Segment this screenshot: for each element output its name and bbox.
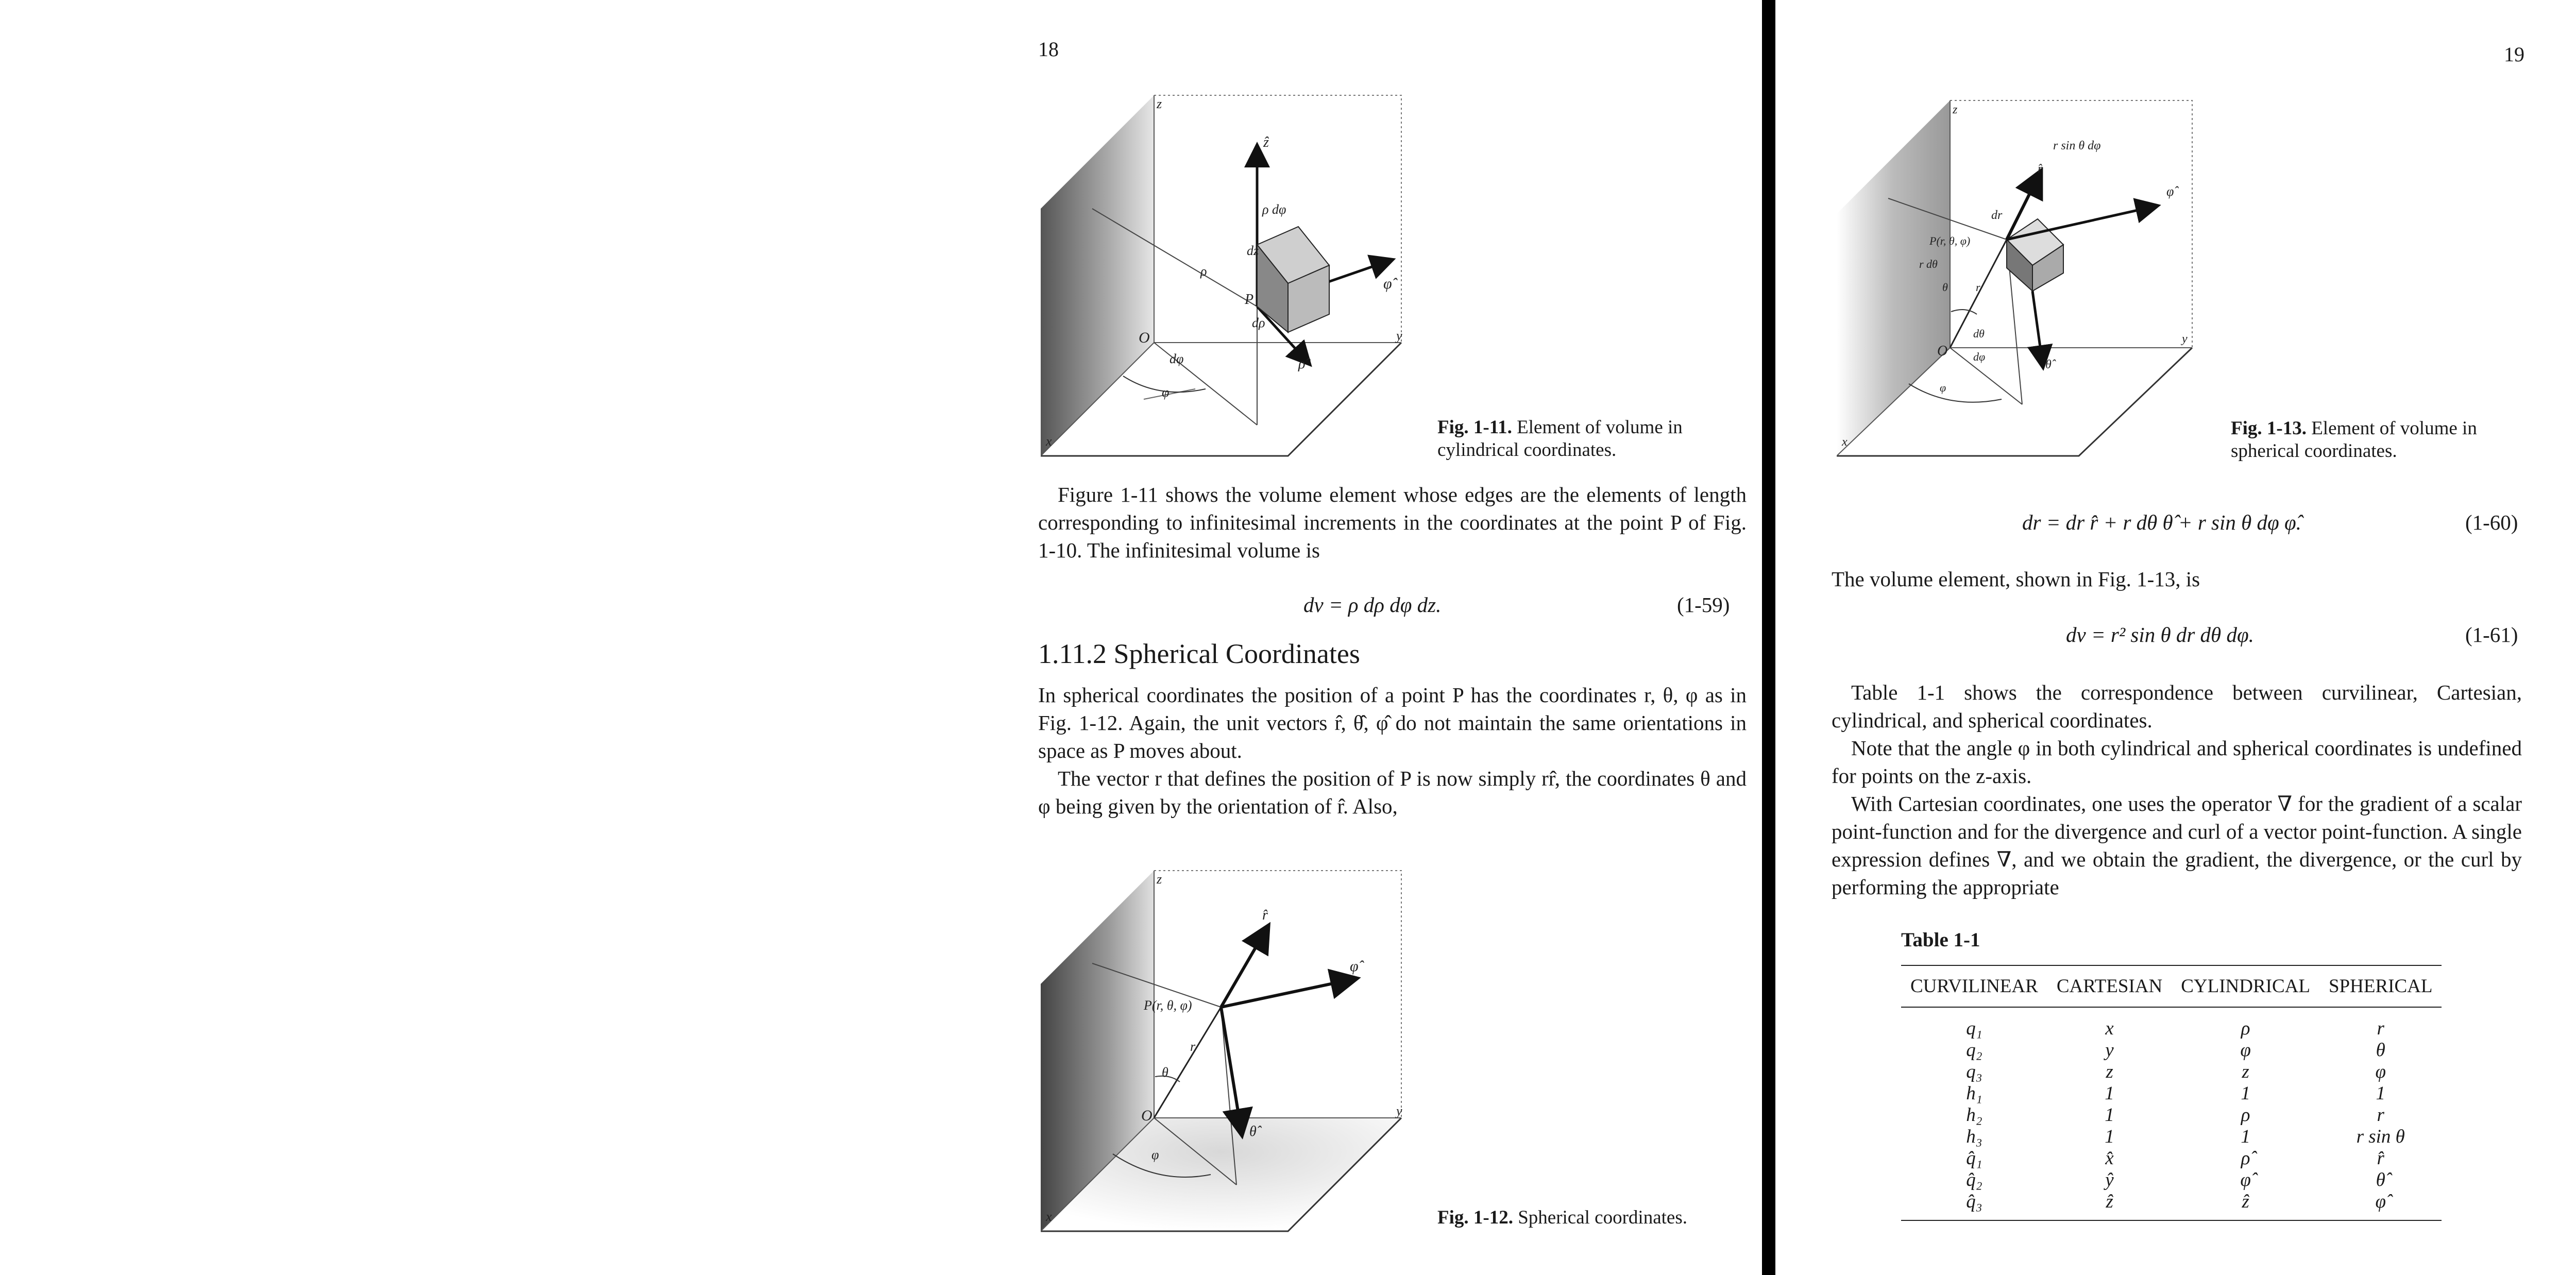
table-row [1901,1007,2442,1040]
table-cell: ρ [2241,1018,2250,1039]
svg-text:dr: dr [1991,209,2003,222]
table-row [1901,1169,2442,1191]
table-cell: φ̂ [2240,1169,2251,1191]
table-cell: q₂ [1966,1040,1982,1061]
svg-text:y: y [2182,332,2188,346]
table-header-cell: SPHERICAL [2319,965,2442,1007]
equation-1-59: dv = ρ dρ dφ dz. [1303,593,1442,617]
table-cell: y [2105,1040,2114,1061]
svg-text:ρ dφ: ρ dφ [1262,202,1286,217]
coordinates-table [1901,965,2442,1221]
svg-text:φ̂: φ̂ [1350,958,1359,975]
theta-hat-arrow-13 [2032,291,2043,366]
table-cell: φ [2375,1061,2386,1082]
table-cell: q̂₂ [1966,1169,1982,1191]
svg-text:z: z [1157,872,1162,887]
table-cell: ẑ [2047,1191,2172,1220]
page-number-right: 19 [2504,43,2524,66]
svg-text:φ̂: φ̂ [1383,275,1392,292]
table-header-row [1901,965,2442,1007]
table-cell: x [2105,1018,2114,1039]
table-header-cell: CURVILINEAR [1901,965,2047,1007]
table-row [1901,1104,2442,1126]
svg-text:r sin θ dφ: r sin θ dφ [2053,139,2101,152]
svg-text:x: x [1842,435,1848,449]
svg-text:z: z [1157,96,1162,111]
svg-text:r̂: r̂ [1262,907,1268,923]
figure-1-11-caption: Fig. 1-11. Element of volume in cylindrical coordinates. [1437,417,1683,461]
r-hat-arrow [1221,927,1267,1007]
table-cell: z [2106,1061,2113,1082]
svg-text:φ: φ [1940,381,1946,394]
table-cell: h₂ [1966,1104,1982,1126]
table-cell: r [2377,1018,2384,1039]
figure-1-11 [1041,90,1412,461]
svg-text:θ̂: θ̂ [2045,358,2052,371]
svg-text:O: O [1139,329,1150,346]
phi-hat-arrow-13 [2007,206,2156,240]
table-cell: x̂ [2105,1148,2114,1169]
table-row [1901,1126,2442,1148]
table-cell: ρ̂ [2241,1148,2250,1169]
figure-1-12-caption: Fig. 1-12. Spherical coordinates. [1437,1207,1687,1228]
svg-text:ẑ: ẑ [1263,134,1269,150]
svg-text:x: x [1046,1209,1052,1224]
table-cell: 1 [2376,1083,2385,1104]
svg-text:O: O [1141,1107,1153,1124]
table-cell: ẑ [2172,1191,2319,1220]
paragraph-volume-element-spherical: The volume element, shown in Fig. 1-13, is [1832,567,2200,591]
theta-hat-arrow [1221,1007,1242,1133]
svg-text:y: y [1396,328,1402,343]
svg-text:θ̂: θ̂ [1249,1124,1257,1140]
table-cell: φ̂ [2319,1191,2442,1220]
svg-text:P: P [1245,292,1254,308]
svg-text:θ: θ [1942,281,1948,294]
page-number-left: 18 [1038,38,1059,61]
svg-text:O: O [1937,343,1948,359]
svg-text:r: r [1976,281,1980,294]
svg-text:ρ̂: ρ̂ [1298,356,1306,372]
svg-text:y: y [1396,1103,1402,1118]
table-row [1901,1148,2442,1169]
svg-text:dφ: dφ [1170,351,1184,366]
figure-1-13 [1837,95,2197,461]
table-cell: ŷ [2105,1169,2114,1191]
paragraph-volume-element-cylindrical: Figure 1-11 shows the volume element whose edges are the elements of length corresponding to infinitesimal increments in the coordinates at the point P of Fig. 1-10. The infinitesimal volume is [1038,483,1747,562]
svg-text:φ: φ [1162,385,1170,400]
table-row [1901,1040,2442,1061]
table-row [1901,1083,2442,1104]
svg-text:dz: dz [1247,243,1259,258]
table-cell: q̂₃ [1901,1191,2047,1220]
svg-text:φ̂: φ̂ [2166,184,2174,199]
section-heading: 1.11.2 Spherical Coordinates [1038,638,1360,669]
svg-text:P(r, θ, φ): P(r, θ, φ) [1929,234,1971,247]
table-cell: 1 [2105,1083,2114,1104]
table-cell: h₁ [1966,1083,1982,1104]
equation-1-60-number: (1-60) [2465,511,2518,534]
svg-text:P(r, θ, φ): P(r, θ, φ) [1144,998,1192,1013]
table-cell: r sin θ [2356,1126,2405,1147]
table-row [1901,1061,2442,1083]
table-cell: h₃ [1966,1126,1982,1147]
svg-text:dρ: dρ [1252,315,1265,330]
table-cell: 1 [2105,1104,2114,1126]
table-cell: ρ [2241,1104,2250,1126]
table-header-cell: CARTESIAN [2047,965,2172,1007]
equation-1-59-number: (1-59) [1677,593,1730,617]
table-cell: 1 [2241,1126,2250,1147]
figure-1-13-caption: Fig. 1-13. Element of volume in spherical coordinates. [2231,418,2477,462]
svg-text:r̂: r̂ [2038,162,2043,176]
svg-text:dφ: dφ [1973,350,1986,363]
table-cell: r̂ [2377,1148,2384,1169]
svg-text:z: z [1953,103,1958,116]
table-cell: r [2377,1104,2384,1126]
svg-text:r dθ: r dθ [1919,258,1938,270]
table-cell: 1 [2241,1083,2250,1104]
table-cell: θ̂ [2376,1169,2385,1191]
svg-text:ρ: ρ [1200,264,1207,279]
svg-text:φ: φ [1151,1147,1159,1162]
equation-1-60: dr = dr r̂ + r dθ θ̂ + r sin θ dφ φ̂. [2022,511,2301,534]
table-title: Table 1-1 [1901,929,1980,951]
figure-1-12 [1041,865,1412,1236]
wall-shading [1041,95,1154,456]
table-cell: q₃ [1966,1061,1982,1082]
table-cell: q̂₁ [1966,1148,1982,1169]
svg-text:θ: θ [1162,1065,1168,1080]
table-header-cell: CYLINDRICAL [2172,965,2319,1007]
table-cell: θ [2376,1040,2385,1061]
table-cell: φ [2240,1040,2251,1061]
svg-text:r: r [1190,1039,1196,1054]
table-cell: z [2242,1061,2249,1082]
paragraph-table-and-operators: Table 1-1 shows the correspondence between curvilinear, Cartesian, cylindrical, and spherical coordinates. Note that the angle φ in both cylindrical and spherical coordinates is undefined for points on the z-axis. With Cartesian coordinates, one uses the operator ∇ for the gradient of a scalar point-function and for the divergence and curl of a vector point-function. A single expression defines ∇, and we obtain the gradient, the divergence, or the curl by performing the appropriate [1832,681,2522,899]
svg-text:dθ: dθ [1973,327,1985,340]
paragraph-spherical-intro: In spherical coordinates the position of a point P has the coordinates r, θ, φ as in Fig. 1-12. Again, the unit vectors r̂, θ̂, φ̂ do not maintain the same orientations in space as P moves about. The vector r that defines the position of P is now simply rr̂, the coordinates θ and φ being given by the orientation of r̂. Also, [1038,683,1747,818]
table-row [1901,1191,2442,1220]
svg-text:x: x [1046,434,1052,449]
table-cell: 1 [2105,1126,2114,1147]
equation-1-61: dv = r² sin θ dr dθ dφ. [2066,623,2254,647]
equation-1-61-number: (1-61) [2465,623,2518,647]
table-cell: q₁ [1966,1018,1982,1039]
phi-hat-arrow-12 [1221,979,1355,1007]
book-gutter [1762,0,1775,1275]
